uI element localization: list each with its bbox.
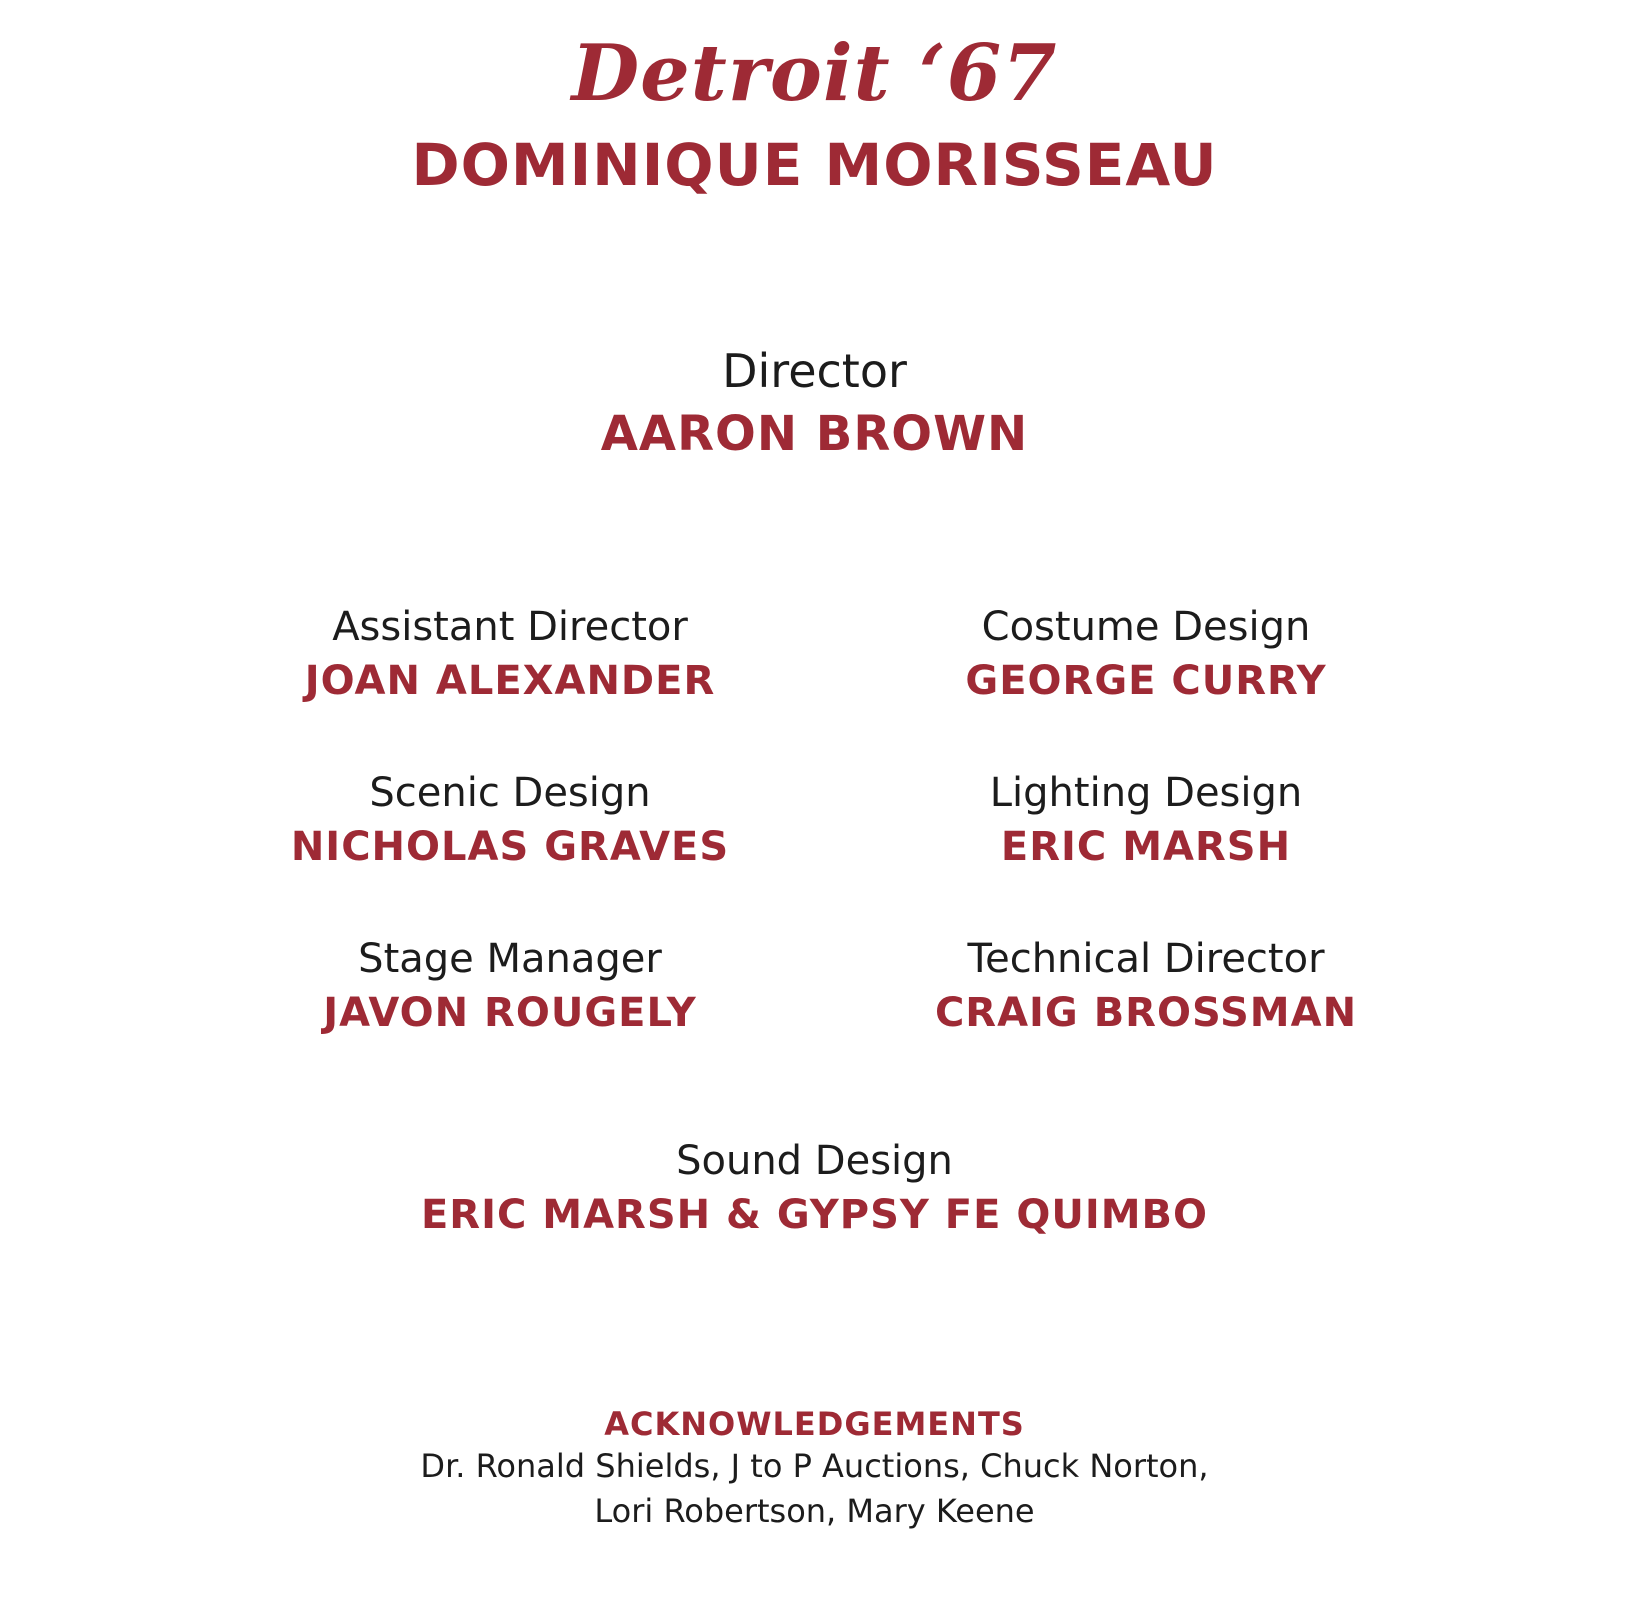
playwright-name: DOMINIQUE MORISSEAU (411, 131, 1218, 199)
credit-role: Assistant Director (332, 604, 688, 650)
credit-stage-manager (270, 934, 750, 1038)
credit-director (0, 342, 1629, 464)
credit-assistant-director (270, 602, 750, 706)
acknowledgements-line: Lori Robertson, Mary Keene (594, 1492, 1035, 1530)
credit-role: Stage Manager (358, 936, 662, 982)
credit-name: JAVON ROUGELY (323, 990, 697, 1036)
credit-name: ERIC MARSH & GYPSY FE QUIMBO (420, 1192, 1209, 1238)
play-title: Detroit ‘67 (571, 28, 1058, 119)
credit-technical-director (906, 934, 1386, 1038)
credit-role: Costume Design (981, 604, 1311, 650)
credit-lighting-design (906, 768, 1386, 872)
credit-name: JOAN ALEXANDER (304, 658, 716, 704)
credit-costume-design (906, 602, 1386, 706)
credit-name: ERIC MARSH (1000, 824, 1292, 870)
credit-role: Sound Design (676, 1138, 953, 1184)
credit-role: Scenic Design (369, 770, 651, 816)
acknowledgements-line: Dr. Ronald Shields, J to P Auctions, Chuck Norton, (420, 1447, 1209, 1485)
credit-name: AARON BROWN (600, 406, 1029, 462)
credit-scenic-design (270, 768, 750, 872)
credit-role: Lighting Design (989, 770, 1303, 816)
title-block (0, 26, 1629, 200)
credit-role: Director (722, 344, 907, 398)
credit-name: CRAIG BROSSMAN (934, 990, 1358, 1036)
acknowledgements (0, 1404, 1629, 1534)
credit-sound-design (0, 1136, 1629, 1240)
acknowledgements-title: ACKNOWLEDGEMENTS (604, 1405, 1025, 1443)
credit-name: GEORGE CURRY (965, 658, 1327, 704)
credit-role: Technical Director (967, 936, 1325, 982)
credit-name: NICHOLAS GRAVES (290, 824, 730, 870)
